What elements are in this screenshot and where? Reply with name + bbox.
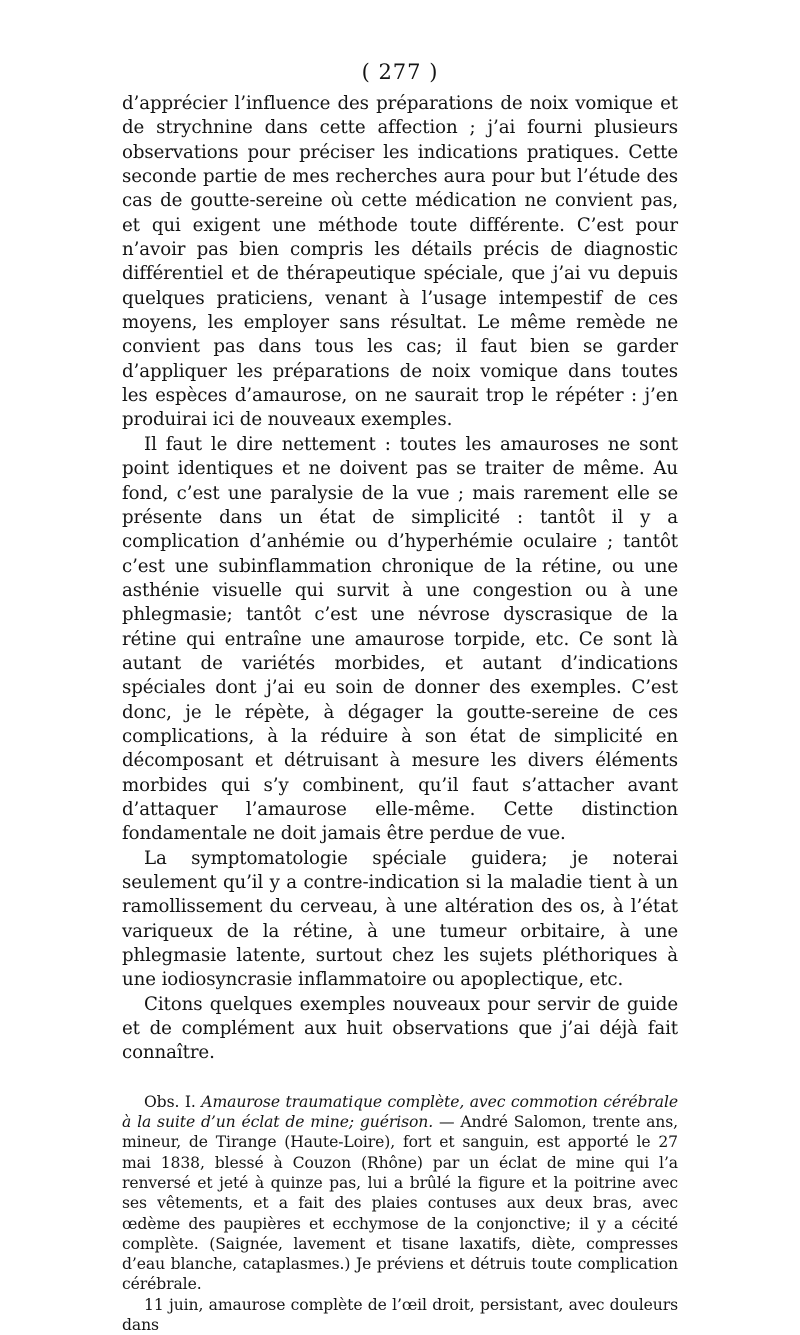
book-page (122, 56, 678, 1335)
observation-text: — André Salomon, trente ans, mineur, de Tirange (Haute-Loire), fort et sanguin, est apporté le 27 mai 1838, blessé à Couzon (Rhône) par un éclat de mine qui l’a renversé et jeté à quinze pas, lui a brûlé la figure et la poitrine avec ses vêtements, et a fait des plaies contuses aux deux bras, avec œdème des paupières et ecchymose de la conjonctive; il y a cécité complète. (Saignée, lavement et tisane laxatifs, diète, compresses d’eau blanche, cataplasmes.) Je préviens et détruis toute complication cérébrale. (122, 1113, 678, 1294)
paragraph-2: Il faut le dire nettement : toutes les amauroses ne sont point identiques et ne doivent pas se traiter de même. Au fond, c’est une paralysie de la vue ; mais rarement elle se présente dans un état de simplicité : tantôt il y a complication d’anhémie ou d’hyperhémie oculaire ; tantôt c’est une subinflammation chronique de la rétine, ou une asthénie visuelle qui survit à une congestion ou à une phlegmasie; tantôt c’est une névrose dyscrasique de la rétine qui entraîne une amaurose torpide, etc. Ce sont là autant de variétés morbides, et autant d’indications spéciales dont j’ai eu soin de donner des exemples. C’est donc, je le répète, à dégager la goutte-sereine de ces complications, à la réduire à son état de simplicité en décomposant et détruisant à mesure les divers éléments morbides qui s’y combinent, qu’il faut s’attacher avant d’attaquer l’amaurose elle-même. Cette distinction fondamentale ne doit jamais être perdue de vue. (122, 433, 678, 845)
observation-label: Obs. I. (144, 1092, 196, 1111)
observation-title: Amaurose traumatique complète, avec commotion cérébrale à la suite d’un éclat de mine; guérison. (122, 1092, 678, 1132)
paragraph-3: La symptomatologie spéciale guidera; je noterai seulement qu’il y a contre-indication si la maladie tient à un ramollissement du cerveau, à une altération des os, à l’état variqueux de la rétine, à une tumeur orbitaire, à une phlegmasie latente, surtout chez les sujets pléthoriques à une iodiosyncrasie inflammatoire ou apoplectique, etc. (122, 847, 678, 991)
paragraph-4: Citons quelques exemples nouveaux pour servir de guide et de complément aux huit observations que j’ai déjà fait connaître. (122, 993, 678, 1064)
page-number: ( 277 ) (361, 60, 439, 84)
observation-followup: 11 juin, amaurose complète de l’œil droit, persistant, avec douleurs dans (122, 1295, 678, 1335)
observation-block (122, 1092, 678, 1335)
observation-paragraph (122, 1092, 678, 1295)
paragraph-1: d’apprécier l’influence des préparations de noix vomique et de strychnine dans cette affection ; j’ai fourni plusieurs observations pour préciser les indications pratiques. Cette seconde partie de mes recherches aura pour but l’étude des cas de goutte-sereine où cette médication ne convient pas, et qui exigent une méthode toute différente. C’est pour n’avoir pas bien compris les détails précis de diagnostic différentiel et de thérapeutique spéciale, que j’ai vu depuis quelques praticiens, venant à l’usage intempestif de ces moyens, les employer sans résultat. Le même remède ne convient pas dans tous les cas; il faut bien se garder d’appliquer les préparations de noix vomique dans toutes les espèces d’amaurose, on ne saurait trop le répéter : j’en produirai ici de nouveaux exemples. (122, 93, 678, 431)
